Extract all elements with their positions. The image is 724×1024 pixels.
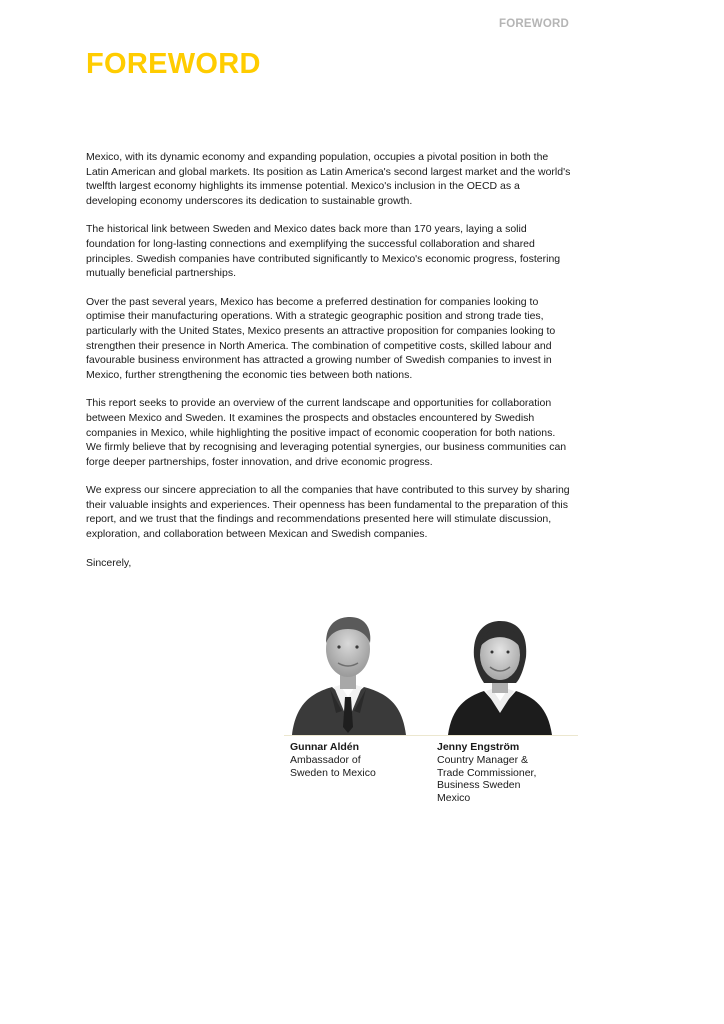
signatory-name: Gunnar Aldén (290, 741, 360, 753)
signatory-name: Jenny Engström (437, 741, 520, 753)
signatory-title-line: Sweden to Mexico (290, 766, 376, 779)
paragraph-appreciation: We express our sincere appreciation to all the companies that have contributed to this survey by sharing their valuable insights and experiences. Their openness has been fundamental to the preparation of this report, and we trust that the findings and recommendations presented here will stimulate discussion, exploration, and collaboration between Mexican and Swedish companies. (86, 484, 570, 541)
paragraph-intro: Mexico, with its dynamic economy and expanding population, occupies a pivotal position in both the Latin American and global markets. Its position as Latin America's second largest market and the world's twelfth largest economy highlights its immense potential. Mexico's inclusion in the OECD as a developing economy underscores its dedication to sustainable growth. (86, 151, 571, 207)
running-header: FOREWORD (499, 18, 569, 30)
signatory-title-line: Mexico (437, 792, 471, 805)
foreword-body (86, 150, 572, 584)
page-title: FOREWORD (86, 48, 261, 80)
signatory-title-line: Business Sweden (437, 779, 521, 792)
signatory-title-line: Ambassador of (290, 753, 361, 766)
signatory-country-manager (437, 741, 577, 805)
portrait-photo-country-manager (446, 617, 554, 735)
portrait-band (284, 610, 578, 736)
paragraph-manufacturing: Over the past several years, Mexico has become a preferred destination for companies looking to optimise their manufacturing operations. With a strategic geographic position and strong trade ties, particularly with the United States, Mexico presents an attractive proposition for companies looking to strengthen their presence in North America. The combination of competitive costs, skilled labour and favourable business environment has attracted a growing number of Swedish companies to invest in Mexico, further strengthening the economic ties between both nations. (86, 295, 556, 381)
paragraph-report-purpose: This report seeks to provide an overview of the current landscape and opportunities for collaboration between Mexico and Sweden. It examines the prospects and obstacles encountered by Swedish companies in Mexico, while highlighting the positive impact of economic cooperation for both nations. We firmly believe that by recognising and leveraging potential synergies, our business communities can forge deeper partnerships, foster innovation, and drive economic progress. (86, 397, 567, 468)
paragraph-history: The historical link between Sweden and Mexico dates back more than 170 years, laying a solid foundation for long-lasting connections and exemplifying the successful collaboration and shared principles. Swedish companies have contributed significantly to Mexico's economic progress, fostering mutually beneficial partnerships. (86, 223, 561, 280)
signatories (284, 610, 578, 810)
portrait-photo-ambassador (290, 611, 408, 735)
signatory-title-line: Country Manager & (437, 753, 529, 766)
signatory-ambassador (290, 741, 430, 779)
signatory-title-line: Trade Commissioner, (437, 766, 537, 779)
closing-salutation: Sincerely, (86, 556, 132, 569)
